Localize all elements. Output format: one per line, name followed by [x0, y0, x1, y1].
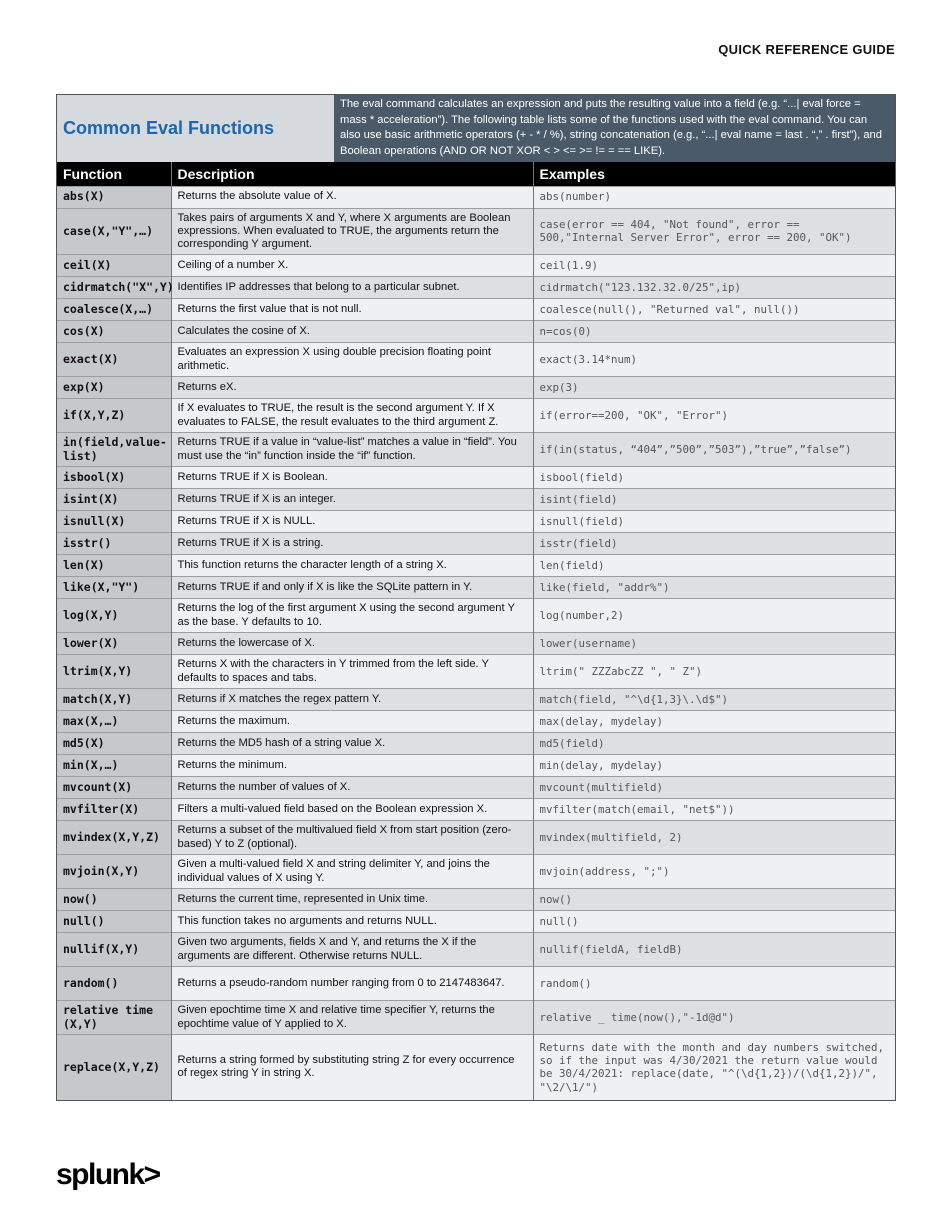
description-cell: Returns the first value that is not null. — [171, 299, 533, 321]
function-cell: now() — [57, 889, 171, 911]
function-cell: mvindex(X,Y,Z) — [57, 821, 171, 855]
description-cell: Returns TRUE if a value in “value-list” matches a value in “field”. You must use the “in” function inside the “if” function. — [171, 433, 533, 467]
table-row — [57, 599, 895, 633]
eval-functions-panel — [56, 94, 896, 1101]
table-row — [57, 377, 895, 399]
table-row — [57, 511, 895, 533]
example-cell: mvfilter(match(email, "net$")) — [533, 799, 895, 821]
table-row — [57, 343, 895, 377]
section-title: Common Eval Functions — [63, 118, 275, 138]
table-header-row — [57, 162, 895, 186]
description-cell: Returns the number of values of X. — [171, 777, 533, 799]
table-row — [57, 555, 895, 577]
example-cell: random() — [533, 967, 895, 1001]
functions-table — [57, 162, 895, 1100]
table-row — [57, 255, 895, 277]
example-cell: like(field, "addr%") — [533, 577, 895, 599]
table-row — [57, 733, 895, 755]
description-cell: Given epochtime time X and relative time specifier Y, returns the epochtime value of Y applied to X. — [171, 1001, 533, 1035]
table-row — [57, 933, 895, 967]
function-cell: isstr() — [57, 533, 171, 555]
table-row — [57, 577, 895, 599]
function-cell: match(X,Y) — [57, 689, 171, 711]
description-cell: If X evaluates to TRUE, the result is the second argument Y. If X evaluates to FALSE, the result evaluates to the third argument Z. — [171, 399, 533, 433]
function-cell: exact(X) — [57, 343, 171, 377]
example-cell: exact(3.14*num) — [533, 343, 895, 377]
description-cell: Returns the MD5 hash of a string value X. — [171, 733, 533, 755]
description-cell: Returns the lowercase of X. — [171, 633, 533, 655]
table-row — [57, 755, 895, 777]
example-cell: n=cos(0) — [533, 321, 895, 343]
description-cell: Returns TRUE if X is a string. — [171, 533, 533, 555]
example-cell: isint(field) — [533, 489, 895, 511]
splunk-logo: splunk> — [56, 1158, 160, 1191]
description-cell: Returns TRUE if X is Boolean. — [171, 467, 533, 489]
description-cell: Filters a multi-valued field based on the Boolean expression X. — [171, 799, 533, 821]
function-cell: cidrmatch("X",Y) — [57, 277, 171, 299]
function-cell: isnull(X) — [57, 511, 171, 533]
description-cell: Given a multi-valued field X and string delimiter Y, and joins the individual values of X using Y. — [171, 855, 533, 889]
example-cell: log(number,2) — [533, 599, 895, 633]
table-row — [57, 911, 895, 933]
example-cell: now() — [533, 889, 895, 911]
example-cell: exp(3) — [533, 377, 895, 399]
example-cell: if(error==200, "OK", "Error") — [533, 399, 895, 433]
table-row — [57, 689, 895, 711]
function-cell: mvcount(X) — [57, 777, 171, 799]
function-cell: case(X,"Y",…) — [57, 208, 171, 255]
table-row — [57, 855, 895, 889]
description-cell: Evaluates an expression X using double precision floating point arithmetic. — [171, 343, 533, 377]
description-cell: This function returns the character length of a string X. — [171, 555, 533, 577]
table-row — [57, 1001, 895, 1035]
example-cell: isstr(field) — [533, 533, 895, 555]
table-row — [57, 186, 895, 208]
function-cell: isbool(X) — [57, 467, 171, 489]
section-header — [57, 95, 895, 162]
function-cell: log(X,Y) — [57, 599, 171, 633]
description-cell: This function takes no arguments and returns NULL. — [171, 911, 533, 933]
function-cell: exp(X) — [57, 377, 171, 399]
table-row — [57, 533, 895, 555]
function-cell: if(X,Y,Z) — [57, 399, 171, 433]
description-cell: Returns TRUE if X is NULL. — [171, 511, 533, 533]
table-row — [57, 799, 895, 821]
table-row — [57, 321, 895, 343]
description-cell: Returns TRUE if and only if X is like the SQLite pattern in Y. — [171, 577, 533, 599]
example-cell: mvindex(multifield, 2) — [533, 821, 895, 855]
example-cell: md5(field) — [533, 733, 895, 755]
function-cell: isint(X) — [57, 489, 171, 511]
function-cell: ltrim(X,Y) — [57, 655, 171, 689]
example-cell: ltrim(" ZZZabcZZ ", " Z") — [533, 655, 895, 689]
description-cell: Returns the current time, represented in Unix time. — [171, 889, 533, 911]
description-cell: Calculates the cosine of X. — [171, 321, 533, 343]
description-cell: Returns eX. — [171, 377, 533, 399]
table-row — [57, 299, 895, 321]
description-cell: Returns a pseudo-random number ranging from 0 to 2147483647. — [171, 967, 533, 1001]
guide-label: QUICK REFERENCE GUIDE — [718, 42, 895, 57]
function-cell: abs(X) — [57, 186, 171, 208]
table-row — [57, 208, 895, 255]
example-cell: min(delay, mydelay) — [533, 755, 895, 777]
function-cell: null() — [57, 911, 171, 933]
column-header-function: Function — [57, 162, 171, 186]
description-cell: Returns X with the characters in Y trimmed from the left side. Y defaults to spaces and tabs. — [171, 655, 533, 689]
function-cell: random() — [57, 967, 171, 1001]
function-cell: lower(X) — [57, 633, 171, 655]
function-cell: in(field,value-list) — [57, 433, 171, 467]
example-cell: match(field, "^\d{1,3}\.\d$") — [533, 689, 895, 711]
example-cell: Returns date with the month and day numbers switched, so if the input was 4/30/2021 the return value would be 30/4/2021: replace(date, "^(\d{1,2})/(\d{1,2})/", "\2/\1/") — [533, 1035, 895, 1100]
description-cell: Returns a subset of the multivalued field X from start position (zero-based) Y to Z (optional). — [171, 821, 533, 855]
description-cell: Returns a string formed by substituting string Z for every occurrence of regex string Y in string X. — [171, 1035, 533, 1100]
example-cell: max(delay, mydelay) — [533, 711, 895, 733]
table-row — [57, 1035, 895, 1100]
example-cell: len(field) — [533, 555, 895, 577]
example-cell: isbool(field) — [533, 467, 895, 489]
function-cell: mvjoin(X,Y) — [57, 855, 171, 889]
table-row — [57, 777, 895, 799]
table-row — [57, 489, 895, 511]
description-cell: Ceiling of a number X. — [171, 255, 533, 277]
description-cell: Given two arguments, fields X and Y, and returns the X if the arguments are different. Otherwise returns NULL. — [171, 933, 533, 967]
description-cell: Identifies IP addresses that belong to a particular subnet. — [171, 277, 533, 299]
column-header-examples: Examples — [533, 162, 895, 186]
example-cell: mvjoin(address, ";") — [533, 855, 895, 889]
table-row — [57, 821, 895, 855]
function-cell: nullif(X,Y) — [57, 933, 171, 967]
example-cell: null() — [533, 911, 895, 933]
table-row — [57, 655, 895, 689]
function-cell: replace(X,Y,Z) — [57, 1035, 171, 1100]
table-row — [57, 277, 895, 299]
example-cell: if(in(status, “404”,”500”,”503”),”true”,”false”) — [533, 433, 895, 467]
function-cell: ceil(X) — [57, 255, 171, 277]
function-cell: md5(X) — [57, 733, 171, 755]
function-cell: len(X) — [57, 555, 171, 577]
example-cell: cidrmatch("123.132.32.0/25",ip) — [533, 277, 895, 299]
example-cell: lower(username) — [533, 633, 895, 655]
function-cell: coalesce(X,…) — [57, 299, 171, 321]
table-row — [57, 967, 895, 1001]
example-cell: mvcount(multifield) — [533, 777, 895, 799]
description-cell: Returns the minimum. — [171, 755, 533, 777]
function-cell: like(X,"Y") — [57, 577, 171, 599]
description-cell: Takes pairs of arguments X and Y, where X arguments are Boolean expressions. When evaluated to TRUE, the arguments return the corresponding Y argument. — [171, 208, 533, 255]
table-row — [57, 467, 895, 489]
function-cell: min(X,…) — [57, 755, 171, 777]
example-cell: coalesce(null(), "Returned val", null()) — [533, 299, 895, 321]
table-row — [57, 399, 895, 433]
table-row — [57, 433, 895, 467]
description-cell: Returns the absolute value of X. — [171, 186, 533, 208]
description-cell: Returns the maximum. — [171, 711, 533, 733]
table-row — [57, 711, 895, 733]
description-cell: Returns the log of the first argument X using the second argument Y as the base. Y defaults to 10. — [171, 599, 533, 633]
example-cell: nullif(fieldA, fieldB) — [533, 933, 895, 967]
table-row — [57, 633, 895, 655]
example-cell: case(error == 404, "Not found", error == 500,"Internal Server Error", error == 200, "OK") — [533, 208, 895, 255]
table-row — [57, 889, 895, 911]
example-cell: abs(number) — [533, 186, 895, 208]
section-intro: The eval command calculates an expression and puts the resulting value into a field (e.g. “...| eval force = mass * acceleration”). The following table lists some of the functions used with the eval command. You can also use basic arithmetic operators (+ - * / %), string concatenation (e.g., “...| eval name = last . “,” . first”), and Boolean operations (AND OR NOT XOR < > <= >= != = == LIKE). — [334, 95, 895, 162]
function-cell: max(X,…) — [57, 711, 171, 733]
column-header-description: Description — [171, 162, 533, 186]
function-cell: mvfilter(X) — [57, 799, 171, 821]
description-cell: Returns TRUE if X is an integer. — [171, 489, 533, 511]
example-cell: relative _ time(now(),"-1d@d") — [533, 1001, 895, 1035]
function-cell: cos(X) — [57, 321, 171, 343]
function-cell: relative time (X,Y) — [57, 1001, 171, 1035]
example-cell: isnull(field) — [533, 511, 895, 533]
example-cell: ceil(1.9) — [533, 255, 895, 277]
description-cell: Returns if X matches the regex pattern Y. — [171, 689, 533, 711]
